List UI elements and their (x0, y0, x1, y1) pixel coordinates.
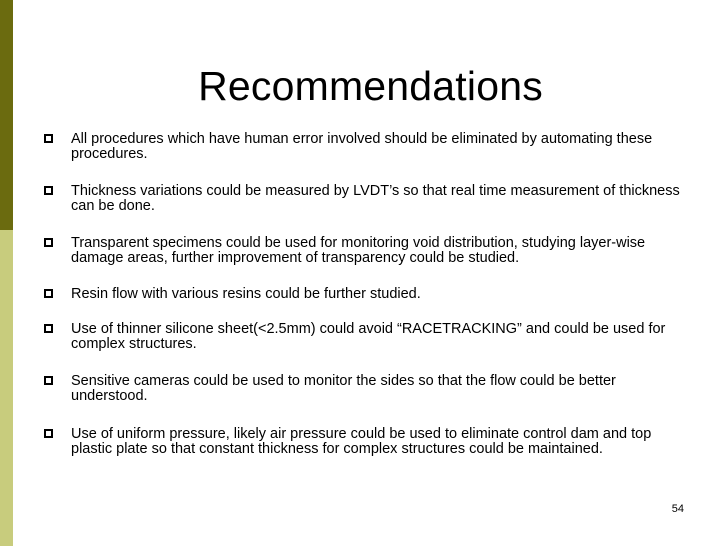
hollow-square-icon (44, 238, 53, 247)
side-bar-light (0, 230, 13, 546)
hollow-square-icon (44, 186, 53, 195)
hollow-square-icon (44, 289, 53, 298)
hollow-square-icon (44, 134, 53, 143)
hollow-square-icon (44, 376, 53, 385)
bullet-text: All procedures which have human error involved should be eliminated by automating these procedures. (71, 131, 653, 162)
bullet-text: Thickness variations could be measured by LVDT’s so that real time measurement of thickness can be done. (71, 183, 680, 214)
side-bar-dark (0, 0, 13, 230)
bullet-text: Use of thinner silicone sheet(<2.5mm) could avoid “RACETRACKING” and could be used for complex structures. (71, 321, 666, 352)
bullet-text: Transparent specimens could be used for monitoring void distribution, studying layer-wise damage areas, further improvement of transparency could be studied. (71, 235, 646, 266)
bullet-text: Resin flow with various resins could be further studied. (71, 286, 421, 302)
bullet-text: Use of uniform pressure, likely air pressure could be used to eliminate control dam and top plastic plate so that constant thickness for complex structures could be maintained. (71, 426, 652, 457)
slide-number: 54 (671, 503, 684, 515)
hollow-square-icon (44, 324, 53, 333)
bullet-text: Sensitive cameras could be used to monitor the sides so that the flow could be better understood. (71, 373, 616, 404)
slide-title: Recommendations (198, 63, 543, 109)
hollow-square-icon (44, 429, 53, 438)
